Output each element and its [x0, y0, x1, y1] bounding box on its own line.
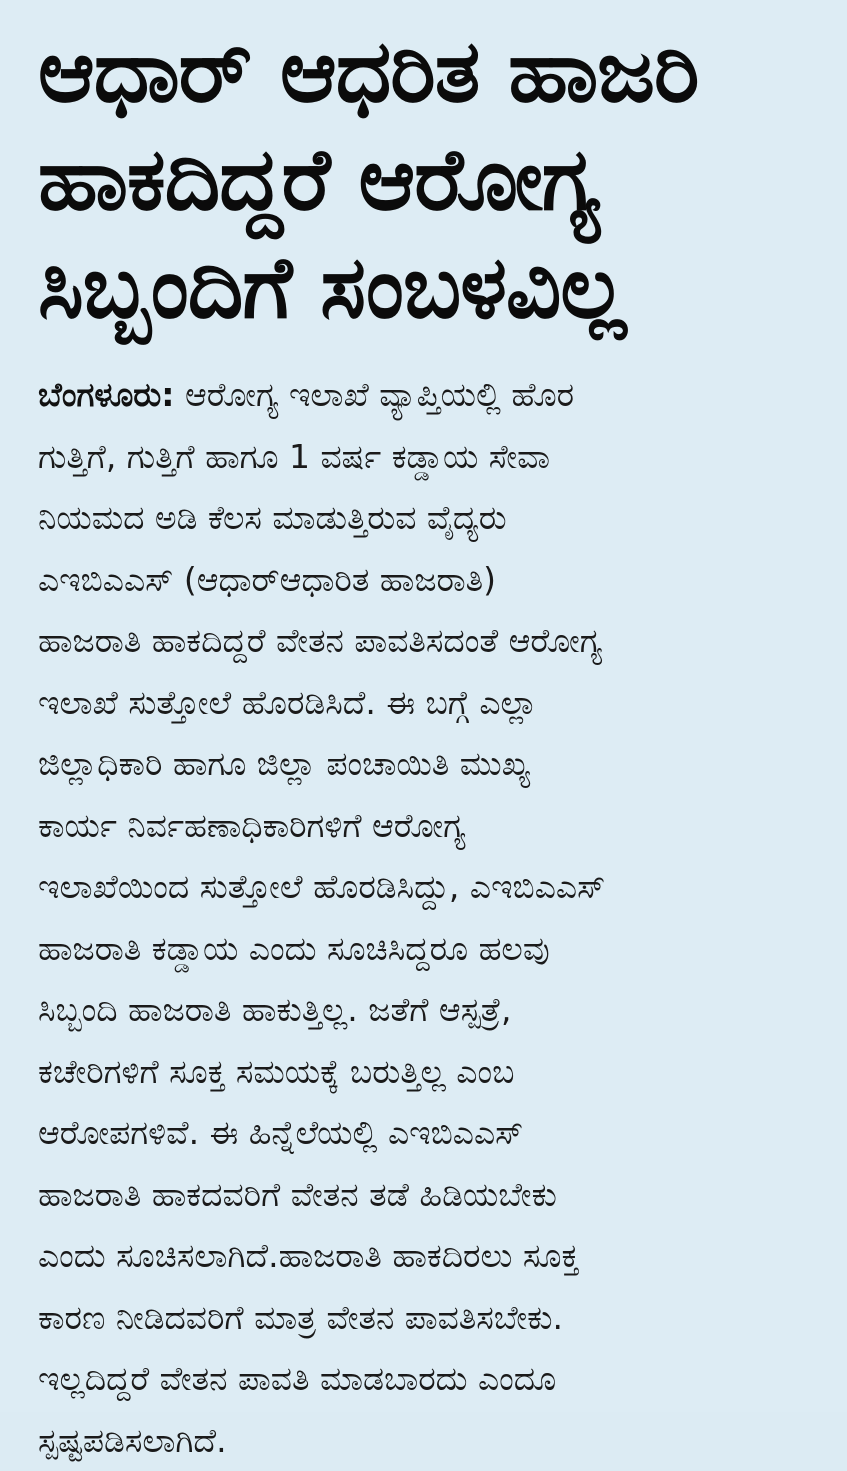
- article-first-line-text: ಆರೋಗ್ಯ ಇಲಾಖೆ ವ್ಯಾಪ್ತಿಯಲ್ಲಿ ಹೊರ: [174, 375, 574, 414]
- article-body: [38, 364, 813, 1471]
- article-line: ಕಾರ್ಯ ನಿರ್ವಹಣಾಧಿಕಾರಿಗಳಿಗೆ ಆರೋಗ್ಯ: [38, 795, 813, 857]
- headline: [38, 18, 813, 342]
- article-line: ಕಚೇರಿಗಳಿಗೆ ಸೂಕ್ತ ಸಮಯಕ್ಕೆ ಬರುತ್ತಿಲ್ಲ ಎಂಬ: [38, 1041, 813, 1103]
- article-line: ಎಇಬಿಎಎಸ್ (ಆಧಾರ್‌ಆಧಾರಿತ ಹಾಜರಾತಿ): [38, 549, 813, 611]
- article-line: ಸಿಬ್ಬಂದಿ ಹಾಜರಾತಿ ಹಾಕುತ್ತಿಲ್ಲ. ಜತೆಗೆ ಆಸ್ಪತ್ರೆ,: [38, 979, 813, 1041]
- article-line: ಕಾರಣ ನೀಡಿದವರಿಗೆ ಮಾತ್ರ ವೇತನ ಪಾವತಿಸಬೇಕು.: [38, 1287, 813, 1349]
- article-line: ಇಲಾಖೆಯಿಂದ ಸುತ್ತೋಲೆ ಹೊರಡಿಸಿದ್ದು, ಎಇಬಿಎಎಸ್: [38, 856, 813, 918]
- article-line: ಆರೋಪಗಳಿವೆ. ಈ ಹಿನ್ನೆಲೆಯಲ್ಲಿ ಎಇಬಿಎಎಸ್: [38, 1102, 813, 1164]
- article-line: ಸ್ಪಷ್ಟಪಡಿಸಲಾಗಿದೆ.: [38, 1410, 813, 1471]
- article-line: ಹಾಜರಾತಿ ಹಾಕದವರಿಗೆ ವೇತನ ತಡೆ ಹಿಡಿಯಬೇಕು: [38, 1164, 813, 1226]
- headline-line: ಹಾಕದಿದ್ದರೆ ಆರೋಗ್ಯ: [38, 126, 813, 234]
- dateline: ಬೆಂಗಳೂರು:: [38, 375, 174, 414]
- article-line: ನಿಯಮದ ಅಡಿ ಕೆಲಸ ಮಾಡುತ್ತಿರುವ ವೈದ್ಯರು: [38, 487, 813, 549]
- article-line: ಹಾಜರಾತಿ ಹಾಕದಿದ್ದರೆ ವೇತನ ಪಾವತಿಸದಂತೆ ಆರೋಗ್ಯ: [38, 610, 813, 672]
- article-line: ಹಾಜರಾತಿ ಕಡ್ಡಾಯ ಎಂದು ಸೂಚಿಸಿದ್ದರೂ ಹಲವು: [38, 918, 813, 980]
- headline-line: ಸಿಬ್ಬಂದಿಗೆ ಸಂಬಳವಿಲ್ಲ: [38, 234, 813, 342]
- article-line: [38, 364, 813, 426]
- article-line: ಗುತ್ತಿಗೆ, ಗುತ್ತಿಗೆ ಹಾಗೂ 1 ವರ್ಷ ಕಡ್ಡಾಯ ಸೇವಾ: [38, 426, 813, 488]
- article-line: ಇಲ್ಲದಿದ್ದರೆ ವೇತನ ಪಾವತಿ ಮಾಡಬಾರದು ಎಂದೂ: [38, 1348, 813, 1410]
- article-line: ಇಲಾಖೆ ಸುತ್ತೋಲೆ ಹೊರಡಿಸಿದೆ. ಈ ಬಗ್ಗೆ ಎಲ್ಲಾ: [38, 672, 813, 734]
- article-line: ಜಿಲ್ಲಾಧಿಕಾರಿ ಹಾಗೂ ಜಿಲ್ಲಾ ಪಂಚಾಯಿತಿ ಮುಖ್ಯ: [38, 733, 813, 795]
- headline-line: ಆಧಾರ್ ಆಧರಿತ ಹಾಜರಿ: [38, 18, 813, 126]
- article-line: ಎಂದು ಸೂಚಿಸಲಾಗಿದೆ.ಹಾಜರಾತಿ ಹಾಕದಿರಲು ಸೂಕ್ತ: [38, 1225, 813, 1287]
